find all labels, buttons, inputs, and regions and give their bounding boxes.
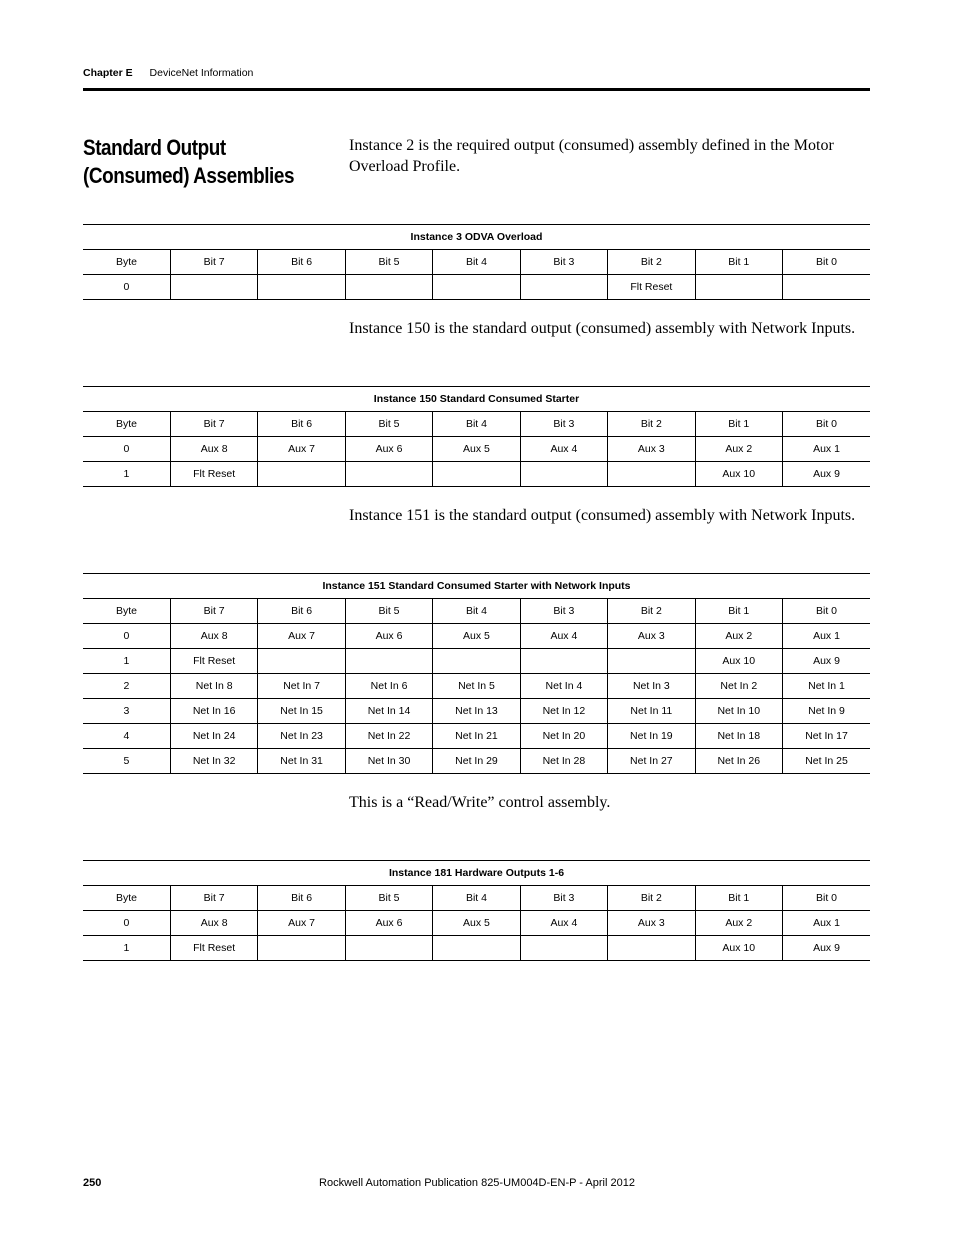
bit-cell: Aux 5	[433, 437, 520, 462]
bit-cell: Net In 8	[170, 674, 257, 699]
column-header: Bit 4	[433, 250, 520, 275]
bit-cell: Net In 27	[608, 749, 695, 774]
byte-cell: 5	[83, 749, 170, 774]
bit-cell: Aux 2	[695, 437, 782, 462]
column-header: Bit 2	[608, 599, 695, 624]
table-row	[83, 275, 870, 300]
table-row	[83, 624, 870, 649]
bit-cell: Aux 10	[695, 462, 782, 487]
instance-181-paragraph: This is a “Read/Write” control assembly.	[349, 794, 611, 811]
table-row	[83, 724, 870, 749]
bit-cell: Net In 21	[433, 724, 520, 749]
byte-cell: 3	[83, 699, 170, 724]
table-title-row	[83, 225, 870, 250]
chapter-label: Chapter E	[83, 67, 133, 79]
bit-cell: Aux 10	[695, 649, 782, 674]
bit-cell: Aux 6	[345, 437, 432, 462]
column-header: Bit 1	[695, 599, 782, 624]
bit-cell: Net In 23	[258, 724, 345, 749]
table-header-row	[83, 886, 870, 911]
table-row	[83, 674, 870, 699]
bit-cell: Aux 3	[608, 437, 695, 462]
bit-cell	[345, 936, 432, 961]
column-header: Bit 3	[520, 886, 607, 911]
bit-cell: Net In 11	[608, 699, 695, 724]
byte-cell: 0	[83, 624, 170, 649]
column-header: Bit 6	[258, 250, 345, 275]
bit-cell	[608, 936, 695, 961]
table-title: Instance 3 ODVA Overload	[83, 225, 870, 250]
bit-cell	[520, 936, 607, 961]
bit-cell: Net In 3	[608, 674, 695, 699]
bit-cell	[433, 462, 520, 487]
column-header: Bit 4	[433, 886, 520, 911]
column-header: Bit 4	[433, 599, 520, 624]
bit-cell: Aux 5	[433, 624, 520, 649]
column-header: Bit 5	[345, 599, 432, 624]
publication-footer: Rockwell Automation Publication 825-UM004D-EN-P - April 2012	[319, 1177, 635, 1189]
bit-cell: Aux 9	[783, 649, 871, 674]
bit-cell: Flt Reset	[170, 462, 257, 487]
byte-cell: 4	[83, 724, 170, 749]
column-header: Bit 0	[783, 250, 871, 275]
bit-cell: Aux 9	[783, 936, 871, 961]
bit-cell	[783, 275, 871, 300]
byte-cell: 0	[83, 275, 170, 300]
bit-cell: Aux 7	[258, 437, 345, 462]
byte-cell: 1	[83, 936, 170, 961]
bit-cell: Net In 22	[345, 724, 432, 749]
page-number: 250	[83, 1177, 102, 1189]
column-header: Bit 7	[170, 599, 257, 624]
section-title	[83, 134, 294, 190]
byte-cell: 0	[83, 911, 170, 936]
bit-cell	[608, 649, 695, 674]
table-title: Instance 151 Standard Consumed Starter with Network Inputs	[83, 574, 870, 599]
column-header: Bit 0	[783, 599, 871, 624]
table-header-row	[83, 412, 870, 437]
bit-cell: Aux 6	[345, 911, 432, 936]
bit-cell: Net In 6	[345, 674, 432, 699]
column-header: Bit 6	[258, 412, 345, 437]
bit-cell: Net In 26	[695, 749, 782, 774]
column-header: Bit 5	[345, 250, 432, 275]
bit-cell: Aux 3	[608, 911, 695, 936]
bit-cell: Net In 16	[170, 699, 257, 724]
column-header: Bit 5	[345, 886, 432, 911]
bit-cell: Net In 28	[520, 749, 607, 774]
bit-cell	[695, 275, 782, 300]
instance-3-table	[83, 224, 870, 300]
bit-cell: Net In 12	[520, 699, 607, 724]
table-row	[83, 936, 870, 961]
bit-cell: Net In 4	[520, 674, 607, 699]
bit-cell: Aux 6	[345, 624, 432, 649]
column-header: Bit 1	[695, 412, 782, 437]
table-row	[83, 911, 870, 936]
section-title-line-2: (Consumed) Assemblies	[83, 163, 295, 188]
table-title-row	[83, 387, 870, 412]
column-header: Bit 2	[608, 412, 695, 437]
table-title-row	[83, 574, 870, 599]
bit-cell: Net In 1	[783, 674, 871, 699]
instance-151-paragraph: Instance 151 is the standard output (consumed) assembly with Network Inputs.	[349, 507, 856, 524]
bit-cell	[170, 275, 257, 300]
bit-cell	[345, 275, 432, 300]
bit-cell: Aux 5	[433, 911, 520, 936]
section-title-line-1: Standard Output	[83, 135, 226, 160]
column-header: Bit 2	[608, 250, 695, 275]
table-row	[83, 462, 870, 487]
bit-cell: Net In 10	[695, 699, 782, 724]
column-header: Byte	[83, 250, 170, 275]
bit-cell: Aux 3	[608, 624, 695, 649]
table-title-row	[83, 861, 870, 886]
instance-150-paragraph: Instance 150 is the standard output (consumed) assembly with Network Inputs.	[349, 320, 856, 337]
header-divider	[83, 88, 870, 91]
bit-cell: Net In 14	[345, 699, 432, 724]
bit-cell: Aux 1	[783, 911, 871, 936]
bit-cell: Aux 4	[520, 624, 607, 649]
column-header: Bit 1	[695, 250, 782, 275]
bit-cell: Aux 4	[520, 911, 607, 936]
bit-cell: Net In 32	[170, 749, 257, 774]
column-header: Bit 4	[433, 412, 520, 437]
column-header: Bit 7	[170, 886, 257, 911]
instance-181-table	[83, 860, 870, 961]
column-header: Bit 6	[258, 886, 345, 911]
bit-cell: Aux 2	[695, 911, 782, 936]
bit-cell	[608, 462, 695, 487]
bit-cell: Flt Reset	[170, 649, 257, 674]
byte-cell: 1	[83, 462, 170, 487]
bit-cell: Flt Reset	[170, 936, 257, 961]
bit-cell: Aux 10	[695, 936, 782, 961]
table-header-row	[83, 250, 870, 275]
bit-cell: Aux 4	[520, 437, 607, 462]
bit-cell: Net In 29	[433, 749, 520, 774]
column-header: Bit 0	[783, 412, 871, 437]
column-header: Bit 3	[520, 412, 607, 437]
bit-cell: Net In 18	[695, 724, 782, 749]
bit-cell	[258, 275, 345, 300]
bit-cell: Aux 9	[783, 462, 871, 487]
table-row	[83, 699, 870, 724]
bit-cell	[520, 275, 607, 300]
bit-cell	[258, 936, 345, 961]
bit-cell	[433, 936, 520, 961]
bit-cell: Net In 31	[258, 749, 345, 774]
column-header: Bit 2	[608, 886, 695, 911]
bit-cell	[433, 649, 520, 674]
table-row	[83, 649, 870, 674]
chapter-section-label: DeviceNet Information	[149, 67, 254, 79]
bit-cell: Net In 30	[345, 749, 432, 774]
bit-cell	[433, 275, 520, 300]
bit-cell	[258, 462, 345, 487]
byte-cell: 2	[83, 674, 170, 699]
bit-cell: Net In 5	[433, 674, 520, 699]
bit-cell: Aux 8	[170, 437, 257, 462]
column-header: Bit 3	[520, 250, 607, 275]
table-row	[83, 749, 870, 774]
column-header: Bit 3	[520, 599, 607, 624]
table-header-row	[83, 599, 870, 624]
column-header: Byte	[83, 412, 170, 437]
column-header: Byte	[83, 599, 170, 624]
column-header: Bit 6	[258, 599, 345, 624]
column-header: Bit 1	[695, 886, 782, 911]
bit-cell	[520, 649, 607, 674]
bit-cell: Aux 1	[783, 624, 871, 649]
table-row	[83, 437, 870, 462]
column-header: Bit 0	[783, 886, 871, 911]
bit-cell: Net In 13	[433, 699, 520, 724]
bit-cell: Net In 20	[520, 724, 607, 749]
byte-cell: 0	[83, 437, 170, 462]
table-title: Instance 150 Standard Consumed Starter	[83, 387, 870, 412]
bit-cell: Flt Reset	[608, 275, 695, 300]
table-title: Instance 181 Hardware Outputs 1-6	[83, 861, 870, 886]
bit-cell	[345, 462, 432, 487]
bit-cell	[345, 649, 432, 674]
bit-cell: Aux 7	[258, 911, 345, 936]
bit-cell	[520, 462, 607, 487]
bit-cell: Net In 15	[258, 699, 345, 724]
instance-151-table	[83, 573, 870, 774]
bit-cell: Aux 7	[258, 624, 345, 649]
bit-cell: Net In 19	[608, 724, 695, 749]
running-header	[83, 67, 253, 79]
bit-cell: Net In 2	[695, 674, 782, 699]
bit-cell: Net In 7	[258, 674, 345, 699]
bit-cell: Aux 2	[695, 624, 782, 649]
intro-paragraph: Instance 2 is the required output (consumed) assembly defined in the Motor Overload Profile.	[349, 137, 834, 175]
bit-cell: Aux 8	[170, 911, 257, 936]
bit-cell: Aux 8	[170, 624, 257, 649]
column-header: Byte	[83, 886, 170, 911]
bit-cell: Aux 1	[783, 437, 871, 462]
column-header: Bit 7	[170, 250, 257, 275]
instance-150-table	[83, 386, 870, 487]
byte-cell: 1	[83, 649, 170, 674]
bit-cell: Net In 17	[783, 724, 871, 749]
column-header: Bit 5	[345, 412, 432, 437]
bit-cell: Net In 24	[170, 724, 257, 749]
column-header: Bit 7	[170, 412, 257, 437]
bit-cell: Net In 25	[783, 749, 871, 774]
bit-cell	[258, 649, 345, 674]
bit-cell: Net In 9	[783, 699, 871, 724]
